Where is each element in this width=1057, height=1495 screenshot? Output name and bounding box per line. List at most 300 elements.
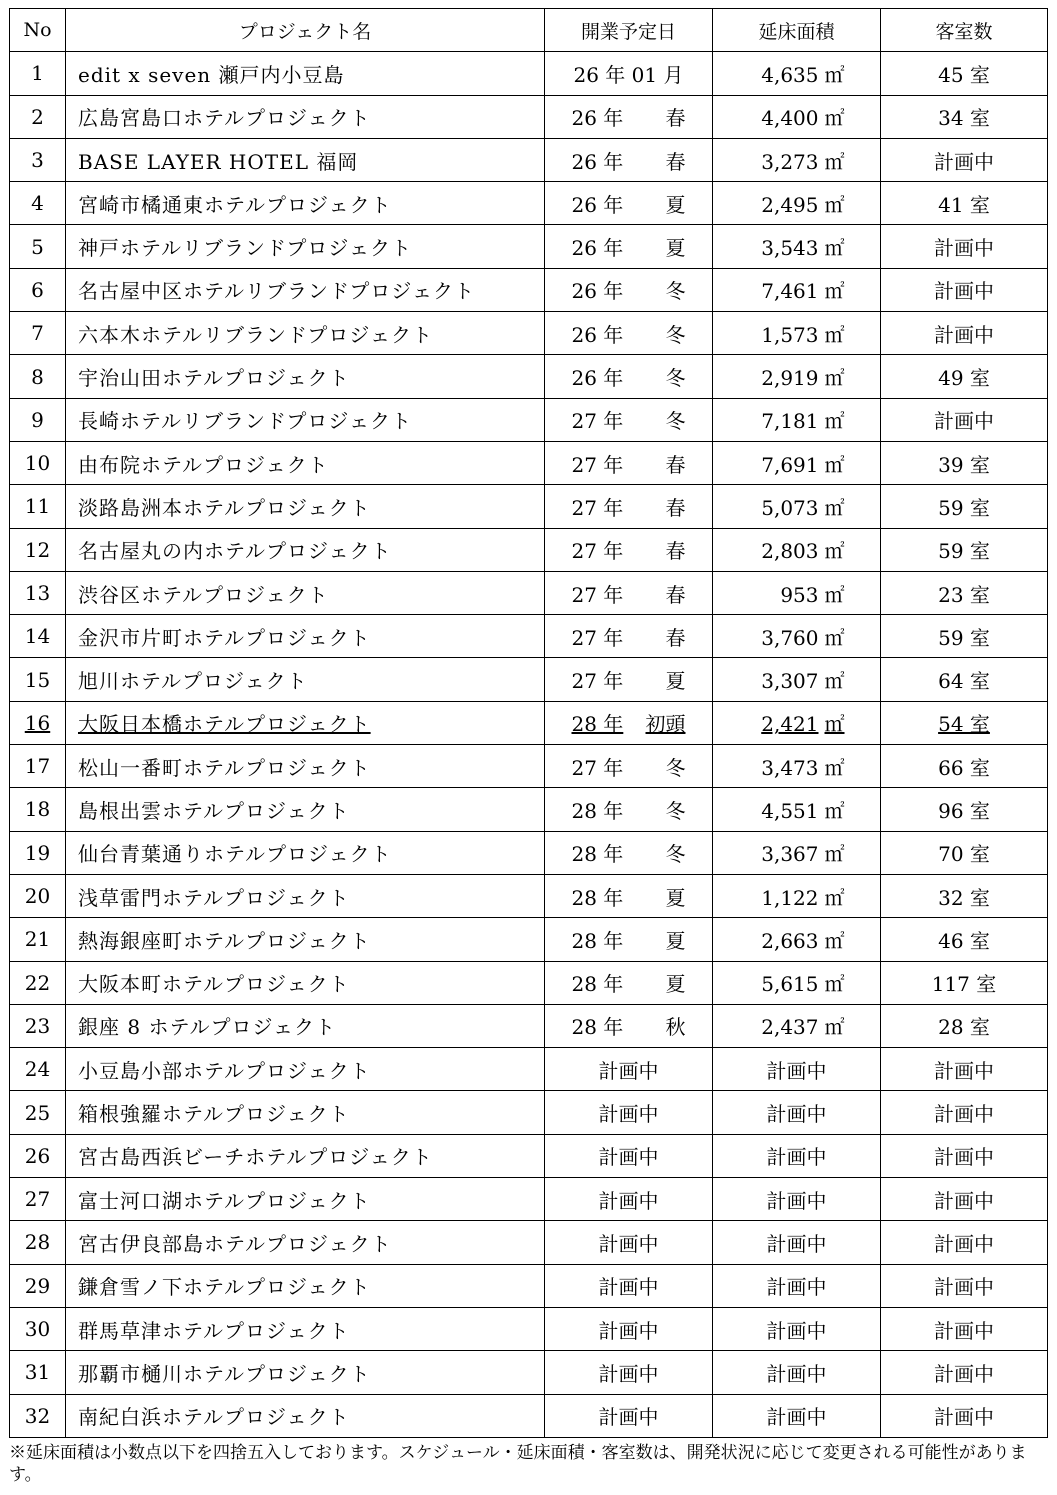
table-body <box>10 52 1048 1438</box>
cell-floor-area <box>713 745 881 788</box>
opening-year: 26 年 <box>571 279 624 304</box>
floor-area-group <box>749 842 845 866</box>
floor-area-value: 計画中 <box>766 1318 827 1343</box>
project-name: 由布院ホテルプロジェクト <box>78 452 329 477</box>
row-number: 25 <box>24 1100 51 1125</box>
floor-area-group <box>749 279 845 303</box>
room-count: 計画中 <box>934 1058 994 1083</box>
cell-project-name <box>66 485 545 528</box>
cell-opening-date <box>545 95 713 138</box>
floor-area-group <box>767 1145 827 1169</box>
cell-opening-date <box>545 441 713 484</box>
cell-rooms <box>881 658 1048 701</box>
table-row <box>10 961 1048 1004</box>
room-count: 45 室 <box>938 62 990 87</box>
opening-date: 計画中 <box>598 1145 659 1170</box>
opening-season: 夏 <box>665 885 686 910</box>
row-number: 30 <box>24 1317 51 1342</box>
cell-opening-date <box>545 268 713 311</box>
cell-project-name <box>66 441 545 484</box>
project-name: 箱根強羅ホテルプロジェクト <box>78 1102 350 1127</box>
floor-area-group <box>749 1015 845 1039</box>
opening-date-group <box>572 366 686 390</box>
room-count: 59 室 <box>938 625 990 650</box>
floor-area-unit: ㎡ <box>824 539 845 564</box>
cell-project-name <box>66 1048 545 1091</box>
opening-date-group <box>572 972 686 996</box>
opening-season: 春 <box>665 106 686 131</box>
opening-year: 26 年 <box>571 106 624 131</box>
opening-year: 26 年 <box>571 149 624 174</box>
floor-area-group <box>767 1189 827 1213</box>
cell-floor-area <box>713 268 881 311</box>
cell-floor-area <box>713 831 881 874</box>
project-name: 淡路島洲本ホテルプロジェクト <box>78 495 371 520</box>
cell-rooms <box>881 1221 1048 1264</box>
floor-area-unit: ㎡ <box>824 582 845 607</box>
opening-date-group <box>572 409 686 433</box>
cell-floor-area <box>713 1264 881 1307</box>
floor-area-value: 4,551 <box>761 798 819 823</box>
room-count: 49 室 <box>938 366 990 391</box>
floor-area-group <box>749 799 845 823</box>
cell-opening-date <box>545 1264 713 1307</box>
cell-no <box>10 874 66 917</box>
floor-area-value: 1,573 <box>761 322 819 347</box>
floor-area-unit: ㎡ <box>824 236 845 261</box>
row-number: 7 <box>31 321 44 346</box>
opening-year: 27 年 <box>571 539 624 564</box>
project-name: 名古屋中区ホテルリブランドプロジェクト <box>78 279 475 304</box>
table-row <box>10 1221 1048 1264</box>
opening-year: 26 年 <box>571 366 624 391</box>
floor-area-group <box>749 929 845 953</box>
cell-project-name <box>66 1394 545 1437</box>
row-number: 15 <box>24 667 51 692</box>
cell-opening-date <box>545 138 713 181</box>
opening-date-group <box>572 886 686 910</box>
project-name: 渋谷区ホテルプロジェクト <box>78 582 329 607</box>
cell-floor-area <box>713 658 881 701</box>
row-number: 1 <box>31 61 44 86</box>
project-name: 銀座 8 ホテルプロジェクト <box>78 1015 337 1040</box>
floor-area-group <box>767 1275 827 1299</box>
table-row <box>10 1351 1048 1394</box>
floor-area-group <box>749 886 845 910</box>
cell-no <box>10 1394 66 1437</box>
room-count: 34 室 <box>938 106 990 131</box>
header-opening-date: 開業予定日 <box>545 9 713 52</box>
cell-opening-date <box>545 1091 713 1134</box>
project-name: 浅草雷門ホテルプロジェクト <box>78 885 350 910</box>
cell-rooms <box>881 1264 1048 1307</box>
cell-floor-area <box>713 528 881 571</box>
cell-no <box>10 268 66 311</box>
cell-opening-date <box>545 1134 713 1177</box>
opening-year: 27 年 <box>571 409 624 434</box>
table-row <box>10 615 1048 658</box>
cell-project-name <box>66 95 545 138</box>
floor-area-value: 計画中 <box>766 1058 827 1083</box>
room-count: 計画中 <box>934 1102 994 1127</box>
floor-area-group <box>749 366 845 390</box>
floor-area-value: 3,367 <box>761 842 819 867</box>
cell-no <box>10 745 66 788</box>
cell-project-name <box>66 788 545 831</box>
opening-year: 26 年 <box>571 322 624 347</box>
row-number: 22 <box>24 970 51 995</box>
cell-rooms <box>881 1004 1048 1047</box>
cell-opening-date <box>545 745 713 788</box>
opening-date: 計画中 <box>598 1231 659 1256</box>
cell-opening-date <box>545 701 713 744</box>
opening-year: 28 年 <box>571 712 624 737</box>
cell-project-name <box>66 571 545 614</box>
cell-project-name <box>66 398 545 441</box>
cell-project-name <box>66 355 545 398</box>
project-name: 島根出雲ホテルプロジェクト <box>78 798 350 823</box>
floor-area-value: 7,181 <box>761 409 819 434</box>
opening-season: 冬 <box>665 755 686 780</box>
opening-date-group <box>572 929 686 953</box>
floor-area-group <box>749 453 845 477</box>
cell-no <box>10 701 66 744</box>
project-name: 宮古島西浜ビーチホテルプロジェクト <box>78 1145 433 1170</box>
cell-rooms <box>881 182 1048 225</box>
row-number: 19 <box>24 840 51 865</box>
floor-area-group <box>749 972 845 996</box>
cell-rooms <box>881 398 1048 441</box>
opening-date-group <box>572 236 686 260</box>
project-name: 長崎ホテルリブランドプロジェクト <box>78 409 412 434</box>
cell-project-name <box>66 874 545 917</box>
cell-no <box>10 95 66 138</box>
cell-rooms <box>881 528 1048 571</box>
cell-floor-area <box>713 1178 881 1221</box>
opening-year: 27 年 <box>571 582 624 607</box>
cell-opening-date <box>545 1048 713 1091</box>
floor-area-group <box>749 106 845 130</box>
cell-opening-date <box>545 1178 713 1221</box>
header-project-name: プロジェクト名 <box>66 9 545 52</box>
table-row <box>10 1394 1048 1437</box>
room-count: 28 室 <box>938 1015 990 1040</box>
project-name: 宮崎市橘通東ホテルプロジェクト <box>78 192 392 217</box>
floor-area-value: 3,760 <box>761 625 819 650</box>
row-number: 8 <box>31 364 44 389</box>
floor-area-unit: ㎡ <box>824 972 845 997</box>
table-row <box>10 95 1048 138</box>
room-count: 59 室 <box>938 495 990 520</box>
cell-rooms <box>881 485 1048 528</box>
project-name: 大阪本町ホテルプロジェクト <box>78 972 350 997</box>
cell-rooms <box>881 1134 1048 1177</box>
floor-area-value: 2,437 <box>761 1015 819 1040</box>
cell-project-name <box>66 615 545 658</box>
cell-rooms <box>881 268 1048 311</box>
cell-no <box>10 398 66 441</box>
cell-no <box>10 1048 66 1091</box>
cell-rooms <box>881 745 1048 788</box>
cell-opening-date <box>545 961 713 1004</box>
table-row <box>10 1004 1048 1047</box>
floor-area-group <box>749 626 845 650</box>
project-name: 南紀白浜ホテルプロジェクト <box>78 1405 350 1430</box>
row-number: 24 <box>24 1057 51 1082</box>
table-row <box>10 658 1048 701</box>
row-number: 10 <box>24 451 51 476</box>
table-row <box>10 528 1048 571</box>
row-number: 9 <box>31 407 44 432</box>
floor-area-value: 953 <box>780 582 819 607</box>
cell-project-name <box>66 52 545 95</box>
floor-area-unit: ㎡ <box>824 149 845 174</box>
cell-no <box>10 831 66 874</box>
opening-date-group <box>572 1015 686 1039</box>
cell-project-name <box>66 1091 545 1134</box>
opening-date-group <box>572 842 686 866</box>
opening-season: 冬 <box>665 366 686 391</box>
cell-project-name <box>66 1134 545 1177</box>
table-row <box>10 1091 1048 1134</box>
room-count: 計画中 <box>934 1188 994 1213</box>
row-number: 31 <box>24 1360 51 1385</box>
opening-year: 28 年 <box>571 1015 624 1040</box>
opening-date-group <box>572 583 686 607</box>
cell-no <box>10 658 66 701</box>
room-count: 計画中 <box>934 1361 994 1386</box>
cell-rooms <box>881 312 1048 355</box>
cell-no <box>10 355 66 398</box>
cell-rooms <box>881 571 1048 614</box>
cell-project-name <box>66 1178 545 1221</box>
cell-no <box>10 961 66 1004</box>
floor-area-unit: ㎡ <box>824 106 845 131</box>
opening-date-group <box>572 150 686 174</box>
cell-rooms <box>881 441 1048 484</box>
opening-season: 初頭 <box>645 712 686 737</box>
row-number: 29 <box>24 1273 51 1298</box>
project-name: 旭川ホテルプロジェクト <box>78 669 308 694</box>
table-row <box>10 441 1048 484</box>
floor-area-group <box>749 539 845 563</box>
floor-area-group <box>767 1319 827 1343</box>
cell-floor-area <box>713 961 881 1004</box>
room-count: 23 室 <box>938 582 990 607</box>
table-row <box>10 831 1048 874</box>
cell-project-name <box>66 658 545 701</box>
floor-area-group <box>749 193 845 217</box>
floor-area-value: 2,495 <box>761 192 819 217</box>
room-count: 70 室 <box>938 842 990 867</box>
floor-area-group <box>767 1405 827 1429</box>
cell-floor-area <box>713 485 881 528</box>
cell-project-name <box>66 961 545 1004</box>
header-floor-area: 延床面積 <box>713 9 881 52</box>
row-number: 3 <box>31 148 44 173</box>
cell-no <box>10 441 66 484</box>
cell-rooms <box>881 95 1048 138</box>
cell-rooms <box>881 701 1048 744</box>
opening-date-group <box>572 279 686 303</box>
floor-area-unit: ㎡ <box>824 625 845 650</box>
opening-season: 冬 <box>665 409 686 434</box>
cell-floor-area <box>713 701 881 744</box>
cell-no <box>10 1091 66 1134</box>
cell-opening-date <box>545 182 713 225</box>
cell-floor-area <box>713 225 881 268</box>
opening-season: 春 <box>665 539 686 564</box>
cell-rooms <box>881 615 1048 658</box>
table-row <box>10 1307 1048 1350</box>
project-name: 仙台青葉通りホテルプロジェクト <box>78 842 392 867</box>
floor-area-group <box>767 1059 827 1083</box>
cell-rooms <box>881 1307 1048 1350</box>
opening-date-group <box>572 539 686 563</box>
cell-opening-date <box>545 398 713 441</box>
cell-rooms <box>881 874 1048 917</box>
floor-area-group <box>749 150 845 174</box>
floor-area-value: 計画中 <box>766 1361 827 1386</box>
opening-date-group <box>572 799 686 823</box>
cell-no <box>10 1004 66 1047</box>
cell-opening-date <box>545 918 713 961</box>
cell-rooms <box>881 961 1048 1004</box>
room-count: 32 室 <box>938 885 990 910</box>
row-number: 2 <box>31 104 44 129</box>
floor-area-unit: ㎡ <box>824 409 845 434</box>
row-number: 4 <box>31 191 44 216</box>
opening-season: 春 <box>665 625 686 650</box>
cell-rooms <box>881 52 1048 95</box>
cell-rooms <box>881 138 1048 181</box>
room-count: 計画中 <box>934 322 994 347</box>
opening-date: 計画中 <box>598 1058 659 1083</box>
cell-floor-area <box>713 1394 881 1437</box>
floor-area-value: 計画中 <box>766 1188 827 1213</box>
cell-floor-area <box>713 355 881 398</box>
cell-opening-date <box>545 874 713 917</box>
cell-project-name <box>66 745 545 788</box>
cell-opening-date <box>545 1394 713 1437</box>
opening-season: 秋 <box>665 1015 686 1040</box>
project-name: 鎌倉雪ノ下ホテルプロジェクト <box>78 1275 371 1300</box>
cell-no <box>10 52 66 95</box>
room-count: 117 室 <box>931 972 997 997</box>
cell-floor-area <box>713 1004 881 1047</box>
cell-no <box>10 312 66 355</box>
cell-project-name <box>66 1307 545 1350</box>
cell-opening-date <box>545 528 713 571</box>
cell-floor-area <box>713 1351 881 1394</box>
room-count: 計画中 <box>934 1318 994 1343</box>
room-count: 計画中 <box>934 1231 994 1256</box>
floor-area-value: 4,635 <box>761 62 819 87</box>
floor-area-group <box>767 1362 827 1386</box>
cell-rooms <box>881 1091 1048 1134</box>
project-name: 六本木ホテルリブランドプロジェクト <box>78 322 433 347</box>
opening-season: 冬 <box>665 842 686 867</box>
table-row <box>10 398 1048 441</box>
cell-floor-area <box>713 788 881 831</box>
floor-area-group <box>749 409 845 433</box>
row-number: 17 <box>24 754 51 779</box>
cell-rooms <box>881 225 1048 268</box>
project-name: 群馬草津ホテルプロジェクト <box>78 1318 350 1343</box>
cell-no <box>10 1221 66 1264</box>
floor-area-value: 3,307 <box>761 669 819 694</box>
floor-area-unit: ㎡ <box>824 62 845 87</box>
floor-area-group <box>749 712 845 736</box>
cell-opening-date <box>545 788 713 831</box>
project-name: edit x seven 瀬戸内小豆島 <box>78 62 345 87</box>
cell-project-name <box>66 138 545 181</box>
floor-area-value: 2,663 <box>761 928 819 953</box>
floor-area-unit: ㎡ <box>824 1015 845 1040</box>
cell-opening-date <box>545 225 713 268</box>
row-number: 23 <box>24 1013 51 1038</box>
cell-floor-area <box>713 874 881 917</box>
row-number: 21 <box>24 927 51 952</box>
opening-date: 計画中 <box>598 1318 659 1343</box>
cell-no <box>10 138 66 181</box>
cell-opening-date <box>545 571 713 614</box>
project-name: 大阪日本橋ホテルプロジェクト <box>78 712 371 737</box>
room-count: 計画中 <box>934 279 994 304</box>
floor-area-unit: ㎡ <box>824 452 845 477</box>
opening-season: 春 <box>665 149 686 174</box>
cell-rooms <box>881 831 1048 874</box>
opening-year: 28 年 <box>571 798 624 823</box>
table-row <box>10 182 1048 225</box>
cell-opening-date <box>545 312 713 355</box>
cell-opening-date <box>545 485 713 528</box>
opening-date: 計画中 <box>598 1188 659 1213</box>
floor-area-group <box>749 63 845 87</box>
row-number: 28 <box>24 1230 51 1255</box>
opening-date-group <box>572 106 686 130</box>
row-number: 14 <box>24 624 51 649</box>
room-count: 41 室 <box>938 192 990 217</box>
room-count: 計画中 <box>934 1145 994 1170</box>
floor-area-unit: ㎡ <box>824 279 845 304</box>
row-number: 13 <box>24 581 51 605</box>
cell-no <box>10 225 66 268</box>
cell-project-name <box>66 1004 545 1047</box>
cell-no <box>10 1134 66 1177</box>
opening-season: 夏 <box>665 972 686 997</box>
cell-project-name <box>66 1264 545 1307</box>
project-name: 松山一番町ホテルプロジェクト <box>78 755 371 780</box>
floor-area-value: 7,461 <box>761 279 819 304</box>
floor-area-group <box>749 756 845 780</box>
cell-floor-area <box>713 1091 881 1134</box>
cell-no <box>10 528 66 571</box>
cell-floor-area <box>713 398 881 441</box>
cell-opening-date <box>545 615 713 658</box>
floor-area-unit: ㎡ <box>824 366 845 391</box>
cell-no <box>10 571 66 614</box>
cell-opening-date <box>545 52 713 95</box>
opening-season: 夏 <box>665 928 686 953</box>
table-row <box>10 1134 1048 1177</box>
room-count: 54 室 <box>938 712 990 737</box>
table-row <box>10 138 1048 181</box>
floor-area-value: 計画中 <box>766 1275 827 1300</box>
floor-area-unit: ㎡ <box>824 192 845 217</box>
cell-floor-area <box>713 1307 881 1350</box>
room-count: 計画中 <box>934 1275 994 1300</box>
